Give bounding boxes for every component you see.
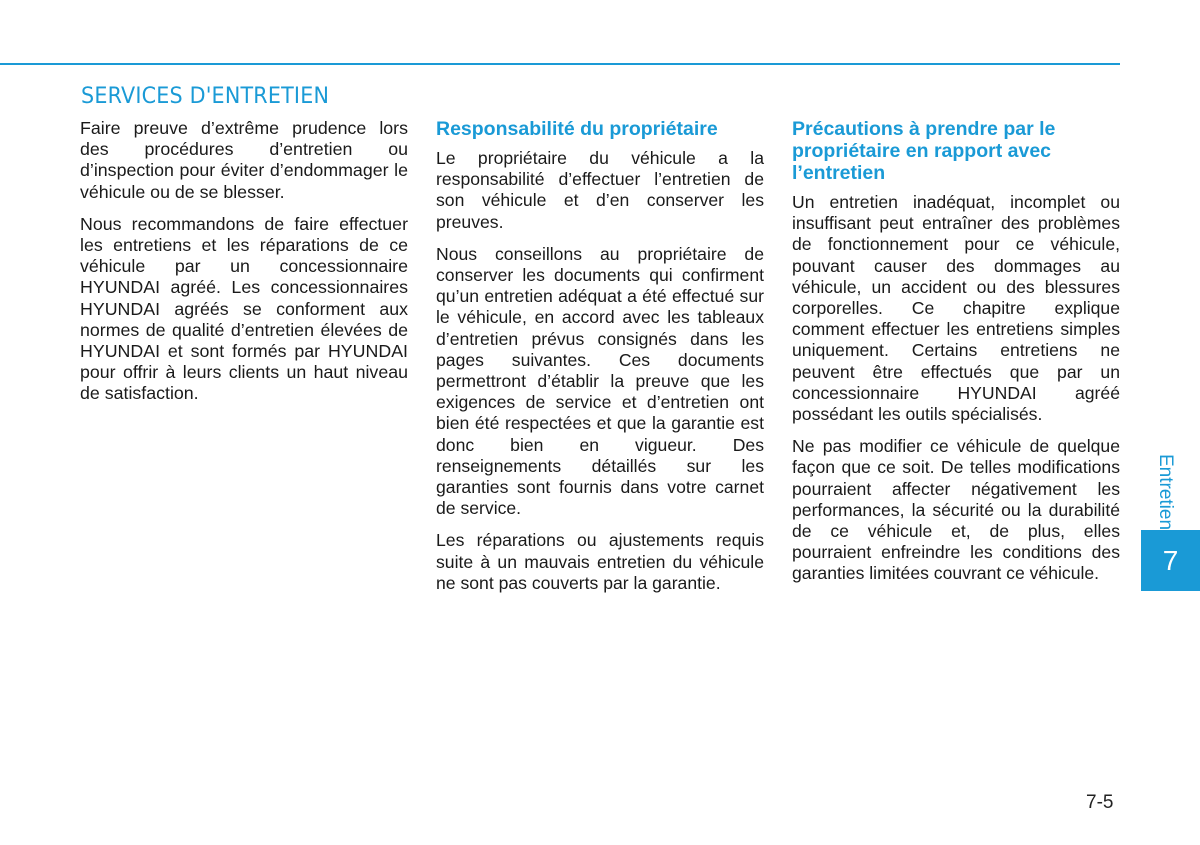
owner-responsibility-heading: Responsabilité du propriétaire	[436, 118, 718, 140]
paragraph: Les réparations ou ajustements requis suite à un mauvais entretien du véhicule ne sont pas couverts par la garantie.	[436, 530, 764, 593]
paragraph: Faire preuve d’extrême prudence lors des procédures d’entretien ou d’inspection pour éviter d’endommager le véhicule ou de se blesser.	[80, 118, 408, 202]
column-owner-precautions	[792, 118, 1120, 596]
column-intro	[80, 118, 408, 416]
paragraph: Un entretien inadéquat, incomplet ou insuffisant peut entraîner des problèmes de fonctionnement pour ce véhicule, pouvant causer des dommages au véhicule, un accident ou des blessures corporelles. Ce chapitre explique comment effectuer les entretiens simples uniquement. Certains entretiens ne peuvent être effectués que par un concessionnaire HYUNDAI agréé possédant les outils spécialisés.	[792, 192, 1120, 425]
chapter-side-label	[1135, 452, 1195, 532]
section-title: SERVICES D'ENTRETIEN	[81, 84, 330, 109]
header-rule	[0, 63, 1120, 65]
chapter-side-label-text: Entretien	[1155, 453, 1177, 531]
paragraph: Le propriétaire du véhicule a la responsabilité d’effectuer l’entretien de son véhicule et d’en conserver les preuves.	[436, 148, 764, 232]
owner-precautions-heading: Précautions à prendre par le propriétaire en rapport avec l’entretien	[792, 118, 1056, 184]
chapter-number: 7	[1162, 544, 1179, 576]
column-owner-responsibility	[436, 118, 764, 605]
paragraph: Nous conseillons au propriétaire de conserver les documents qui confirment qu’un entretien adéquat a été effectué sur le véhicule, en accord avec les tableaux d’entretien prévus consignés dans les pages suivantes. Ces documents permettront d’établir la preuve que les exigences de service et d’entretien ont bien été respectées et que la garantie est donc bien en vigueur. Des renseignements détaillés sur les garanties sont fournis dans votre carnet de service.	[436, 243, 764, 519]
paragraph: Nous recommandons de faire effectuer les entretiens et les réparations de ce véhicule par un concessionnaire HYUNDAI agréé. Les concessionnaires HYUNDAI agréés se conforment aux normes de qualité d’entretien élevées de HYUNDAI et sont formés par HYUNDAI pour offrir à leurs clients un haut niveau de satisfaction.	[80, 213, 408, 404]
chapter-number-tab	[1141, 530, 1200, 591]
page-number: 7-5	[1086, 792, 1114, 813]
paragraph: Ne pas modifier ce véhicule de quelque façon que ce soit. De telles modifications pourraient affecter négativement les performances, la sécurité ou la durabilité de ce véhicule et, de plus, elles pourraient enfreindre les conditions des garanties limitées couvrant ce véhicule.	[792, 436, 1120, 584]
